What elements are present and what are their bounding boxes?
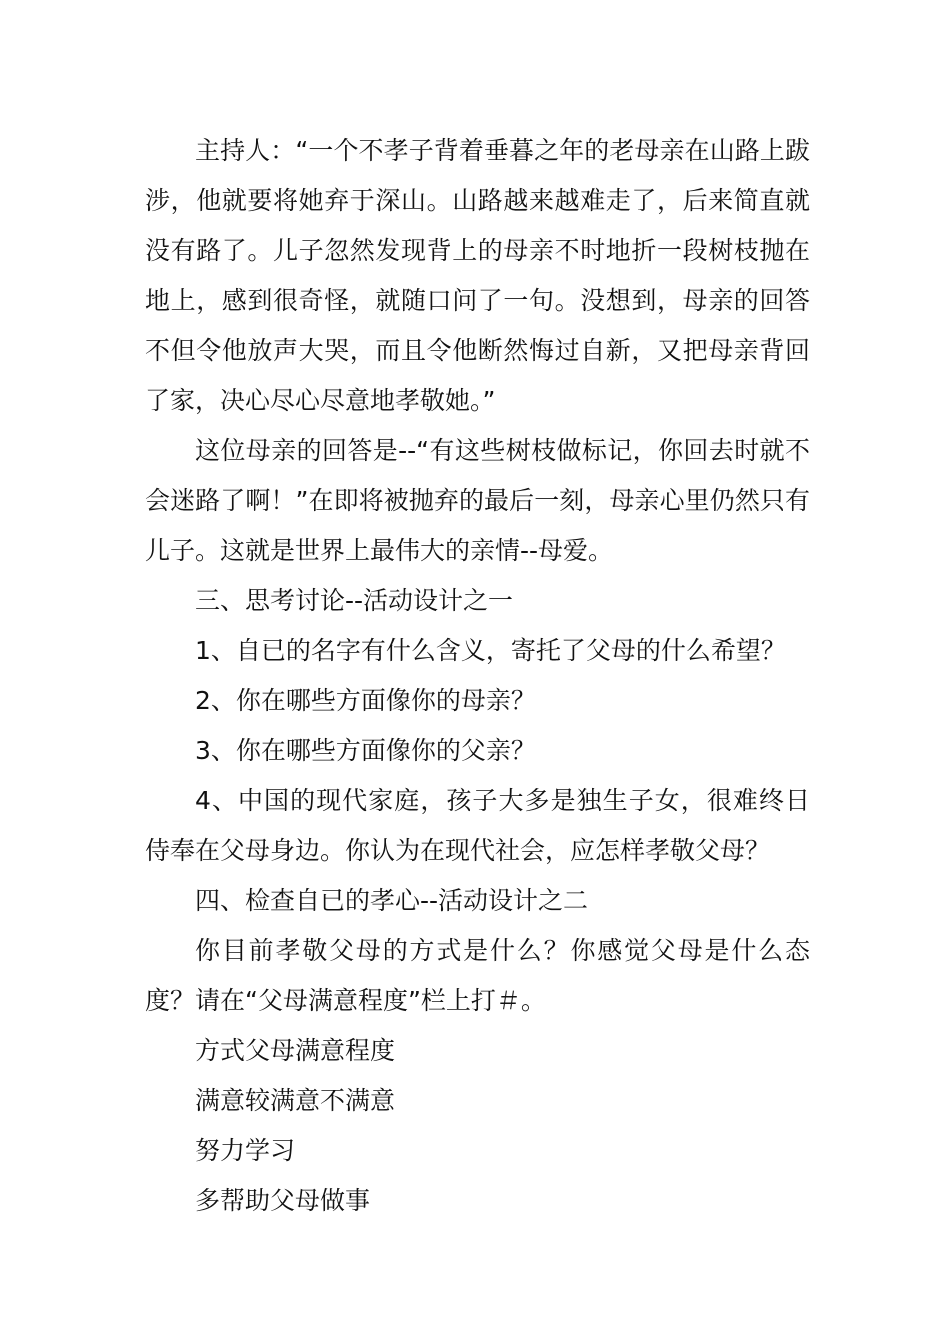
table-row-help: 多帮助父母做事	[195, 1186, 371, 1215]
paragraph-story: 主持人：“一个不孝子背着垂暮之年的老母亲在山路上跋涉，他就要将她弃于深山。山路越来越难走了，后来简直就没有路了。儿子忽然发现背上的母亲不时地折一段树枝抛在地上，感到很奇怪，就随口问了一句。没想到，母亲的回答不但令他放声大哭，而且令他断然悔过自新，又把母亲背回了家，决心尽心尽意地孝敬她。”	[145, 136, 810, 415]
table-subheader-line: 满意较满意不满意	[195, 1086, 396, 1115]
question-3: 3、你在哪些方面像你的父亲？	[195, 736, 536, 765]
question-1: 1、自已的名字有什么含义，寄托了父母的什么希望？	[195, 636, 786, 665]
section-heading-filial: 四、检查自已的孝心--活动设计之二	[195, 886, 589, 915]
question-4: 4、中国的现代家庭，孩子大多是独生子女，很难终日侍奉在父母身边。你认为在现代社会，应怎样孝敬父母？	[145, 786, 810, 865]
question-2: 2、你在哪些方面像你的母亲？	[195, 686, 536, 715]
document-body	[145, 126, 810, 1226]
paragraph-answer: 这位母亲的回答是--“有这些树枝做标记，你回去时就不会迷路了啊！”在即将被抛弃的最后一刻，母亲心里仍然只有儿子。这就是世界上最伟大的亲情--母爱。	[145, 436, 810, 565]
paragraph-instruction: 你目前孝敬父母的方式是什么？你感觉父母是什么态度？请在“父母满意程度”栏上打＃。	[145, 936, 810, 1015]
table-row-study: 努力学习	[195, 1136, 296, 1165]
section-heading-discussion: 三、思考讨论--活动设计之一	[195, 586, 514, 615]
table-header-line: 方式父母满意程度	[195, 1036, 396, 1065]
